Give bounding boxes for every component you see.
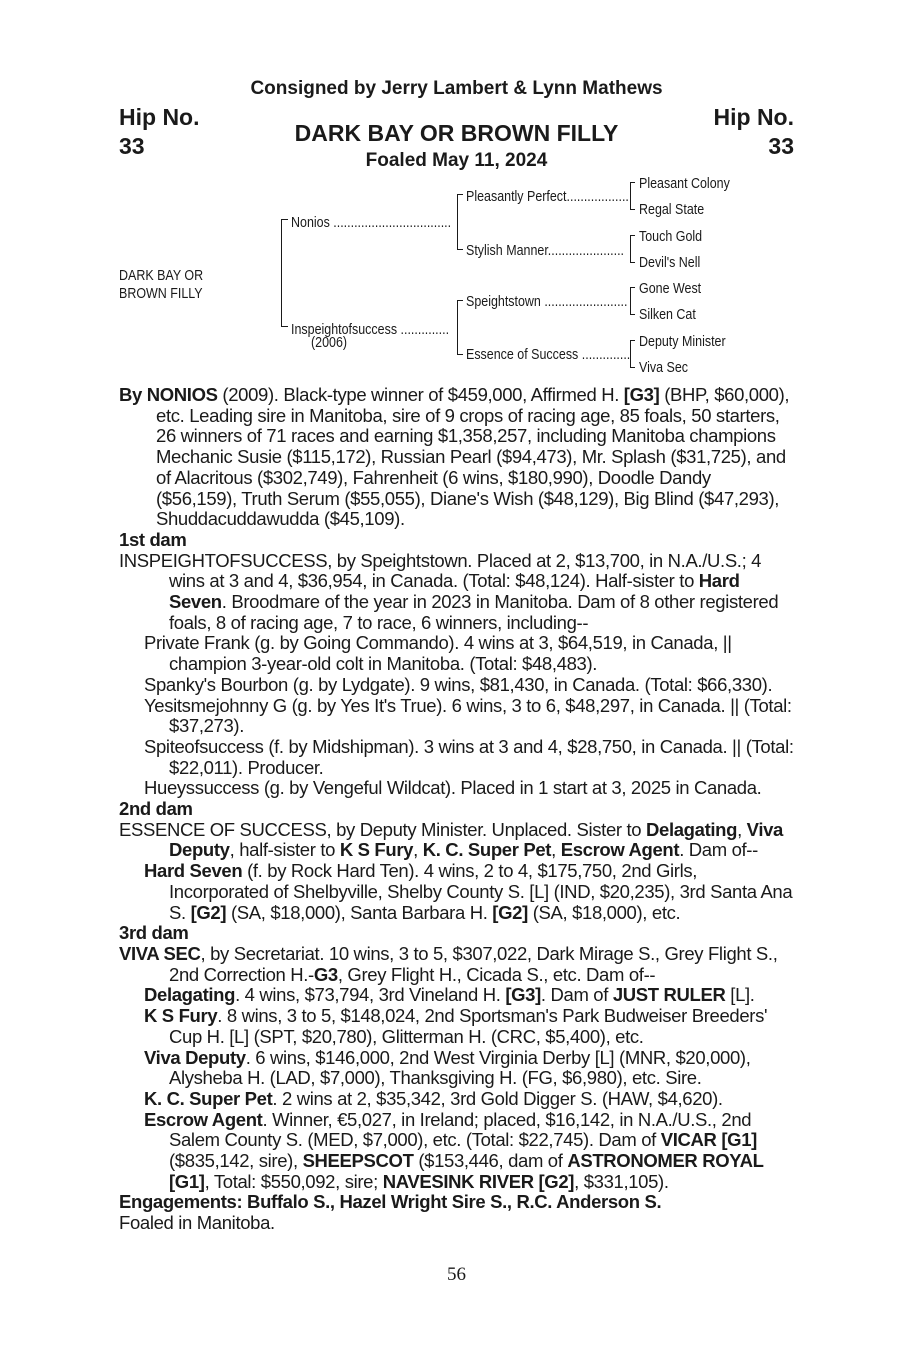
pedigree-tick bbox=[457, 194, 463, 195]
pedigree-dam-sire: Speightstown ........................ bbox=[466, 294, 628, 310]
page-number: 56 bbox=[447, 1264, 466, 1285]
pedigree-bracket bbox=[457, 300, 458, 354]
produce-record: Private Frank (g. by Going Commando). 4 wins at 3, $64,519, in Canada, || champion 3-year-old colt in Manitoba. (Total: $48,483). bbox=[144, 632, 732, 675]
pedigree-gg-5: Gone West bbox=[639, 281, 702, 297]
produce-record: Hard Seven (f. by Rock Hard Ten). 4 wins, 2 to 4, $175,750, 2nd Girls, Incorporated of Shelbyville, Shelby County S. [L] (IND, $20,235), 3rd Santa Ana S. [G2] (SA, $18,000), Santa Barbara H. [G2] (SA, $18,000), etc. bbox=[144, 860, 793, 923]
first-dam-paragraph: INSPEIGHTOFSUCCESS, by Speightstown. Placed at 2, $13,700, in N.A./U.S.; 4 wins at 3 and 4, $36,954, in Canada. (Total: $48,124). Half-sister to Hard Seven. Broodmare of the year in 2023 in Manitoba. Dam of 8 other registered foals, 8 of racing age, 7 to race, 6 winners, including-- bbox=[119, 549, 779, 633]
pedigree-sire: Nonios .................................. bbox=[291, 215, 452, 231]
pedigree-bracket bbox=[630, 182, 631, 209]
sire-paragraph: By NONIOS (2009). Black-type winner of $459,000, Affirmed H. [G3] (BHP, $60,000), etc. Leading sire in Manitoba, sire of 9 crops of racing age, 85 foals, 50 starters, 26 winners of 71 races and earning $1,358,257, including Manitoba champions Mechanic Susie ($115,172), Russian Pearl ($94,473), Mr. Splash ($31,725), and of Alacritous ($302,749), Fahrenheit (6 wins, $180,990), Doodle Dandy ($56,159), Truth Serum ($55,055), Diane's Wish ($48,129), Big Blind ($47,293), Shuddacuddawudda ($45,109). bbox=[119, 384, 790, 530]
engagements: Engagements: Buffalo S., Hazel Wright Sire S., R.C. Anderson S. bbox=[119, 1191, 662, 1213]
produce-record: K S Fury. 8 wins, 3 to 5, $148,024, 2nd Sportsman's Park Budweiser Breeders' Cup H. [L] (SPT, $20,780), Glitterman H. (CRC, $5,400), etc. bbox=[144, 1005, 768, 1047]
pedigree-tick bbox=[457, 249, 463, 250]
produce-record: Spiteofsuccess (f. by Midshipman). 3 wins at 3 and 4, $28,750, in Canada. || (Total: $22,011). Producer. bbox=[144, 735, 794, 778]
pedigree-bracket bbox=[457, 194, 458, 249]
pedigree-tick bbox=[630, 182, 635, 183]
pedigree-bracket bbox=[630, 235, 631, 262]
foaled-date: Foaled May 11, 2024 bbox=[365, 150, 548, 171]
pedigree-tick bbox=[630, 262, 635, 263]
pedigree-gg-3: Touch Gold bbox=[639, 229, 703, 245]
pedigree-dam: Inspeightofsuccess .............. bbox=[291, 322, 450, 338]
second-dam-heading: 2nd dam bbox=[119, 798, 193, 820]
produce-record: Spanky's Bourbon (g. by Lydgate). 9 wins, $81,430, in Canada. (Total: $66,330). bbox=[144, 673, 773, 695]
hip-label: Hip No. bbox=[119, 104, 200, 130]
pedigree-gg-4: Devil's Nell bbox=[639, 255, 701, 271]
catalog-body bbox=[119, 385, 794, 1234]
pedigree-gg-8: Viva Sec bbox=[639, 360, 688, 376]
pedigree-bracket bbox=[281, 219, 282, 326]
pedigree-gg-2: Regal State bbox=[639, 202, 705, 218]
produce-record: Yesitsmejohnny G (g. by Yes It's True). 6 wins, 3 to 6, $48,297, in Canada. || (Total: $37,273). bbox=[144, 694, 792, 737]
pedigree-tick bbox=[281, 219, 288, 220]
hip-number: 33 bbox=[768, 133, 794, 159]
first-dam-heading: 1st dam bbox=[119, 528, 187, 550]
produce-record: Hueyssuccess (g. by Vengeful Wildcat). Placed in 1 start at 3, 2025 in Canada. bbox=[144, 777, 762, 799]
pedigree-tick bbox=[630, 367, 635, 368]
pedigree-dam-year: (2006) bbox=[311, 335, 348, 351]
sire-name: NONIOS bbox=[146, 384, 218, 405]
hip-label: Hip No. bbox=[713, 104, 794, 130]
pedigree-tick bbox=[281, 326, 288, 327]
pedigree-tick bbox=[457, 300, 463, 301]
second-dam-paragraph: ESSENCE OF SUCCESS, by Deputy Minister. Unplaced. Sister to Delagating, Viva Deputy, half-sister to K S Fury, K. C. Super Pet, Escrow Agent. Dam of-- bbox=[119, 818, 783, 861]
pedigree-gg-1: Pleasant Colony bbox=[639, 176, 730, 192]
third-dam-paragraph: VIVA SEC, by Secretariat. 10 wins, 3 to 5, $307,022, Dark Mirage S., Grey Flight S., 2nd Correction H.-G3, Grey Flight H., Cicada S., etc. Dam of-- bbox=[119, 942, 778, 985]
pedigree-gg-7: Deputy Minister bbox=[639, 334, 726, 350]
pedigree-tick bbox=[457, 354, 463, 355]
pedigree-chart bbox=[0, 172, 913, 382]
pedigree-dam-dam: Essence of Success .............. bbox=[466, 347, 631, 363]
produce-record: K. C. Super Pet. 2 wins at 2, $35,342, 3rd Gold Digger S. (HAW, $4,620). bbox=[144, 1087, 723, 1109]
pedigree-bracket bbox=[630, 340, 631, 367]
foaled-in: Foaled in Manitoba. bbox=[119, 1212, 275, 1234]
third-dam-heading: 3rd dam bbox=[119, 922, 189, 944]
pedigree-bracket bbox=[630, 287, 631, 314]
pedigree-sire-dam: Stylish Manner...................... bbox=[466, 243, 625, 259]
pedigree-subject: DARK BAY OR BROWN FILLY bbox=[119, 268, 204, 302]
produce-record: Delagating. 4 wins, $73,794, 3rd Vineland H. [G3]. Dam of JUST RULER [L]. bbox=[144, 984, 755, 1006]
pedigree-sire-sire: Pleasantly Perfect.................. bbox=[466, 189, 629, 205]
pedigree-tick bbox=[630, 314, 635, 315]
pedigree-tick bbox=[630, 287, 635, 288]
horse-title: DARK BAY OR BROWN FILLY bbox=[294, 120, 619, 146]
hip-number: 33 bbox=[119, 133, 145, 159]
pedigree-tick bbox=[630, 235, 635, 236]
produce-record: Viva Deputy. 6 wins, $146,000, 2nd West Virginia Derby [L] (MNR, $20,000), Alysheba H. (LAD, $7,000), Thanksgiving H. (FG, $6,980), etc. Sire. bbox=[144, 1046, 751, 1089]
pedigree-tick bbox=[630, 209, 635, 210]
pedigree-tick bbox=[630, 340, 635, 341]
pedigree-gg-6: Silken Cat bbox=[639, 307, 696, 323]
consignor-line: Consigned by Jerry Lambert & Lynn Mathews bbox=[250, 78, 663, 99]
produce-record: Escrow Agent. Winner, €5,027, in Ireland; placed, $16,142, in N.A./U.S., 2nd Salem County S. (MED, $7,000), etc. (Total: $22,745). Dam of VICAR [G1] ($835,142, sire), SHEEPSCOT ($153,446, dam of ASTRONOMER ROYAL [G1], Total: $550,092, sire; NAVESINK RIVER [G2], $331,105). bbox=[144, 1108, 764, 1192]
